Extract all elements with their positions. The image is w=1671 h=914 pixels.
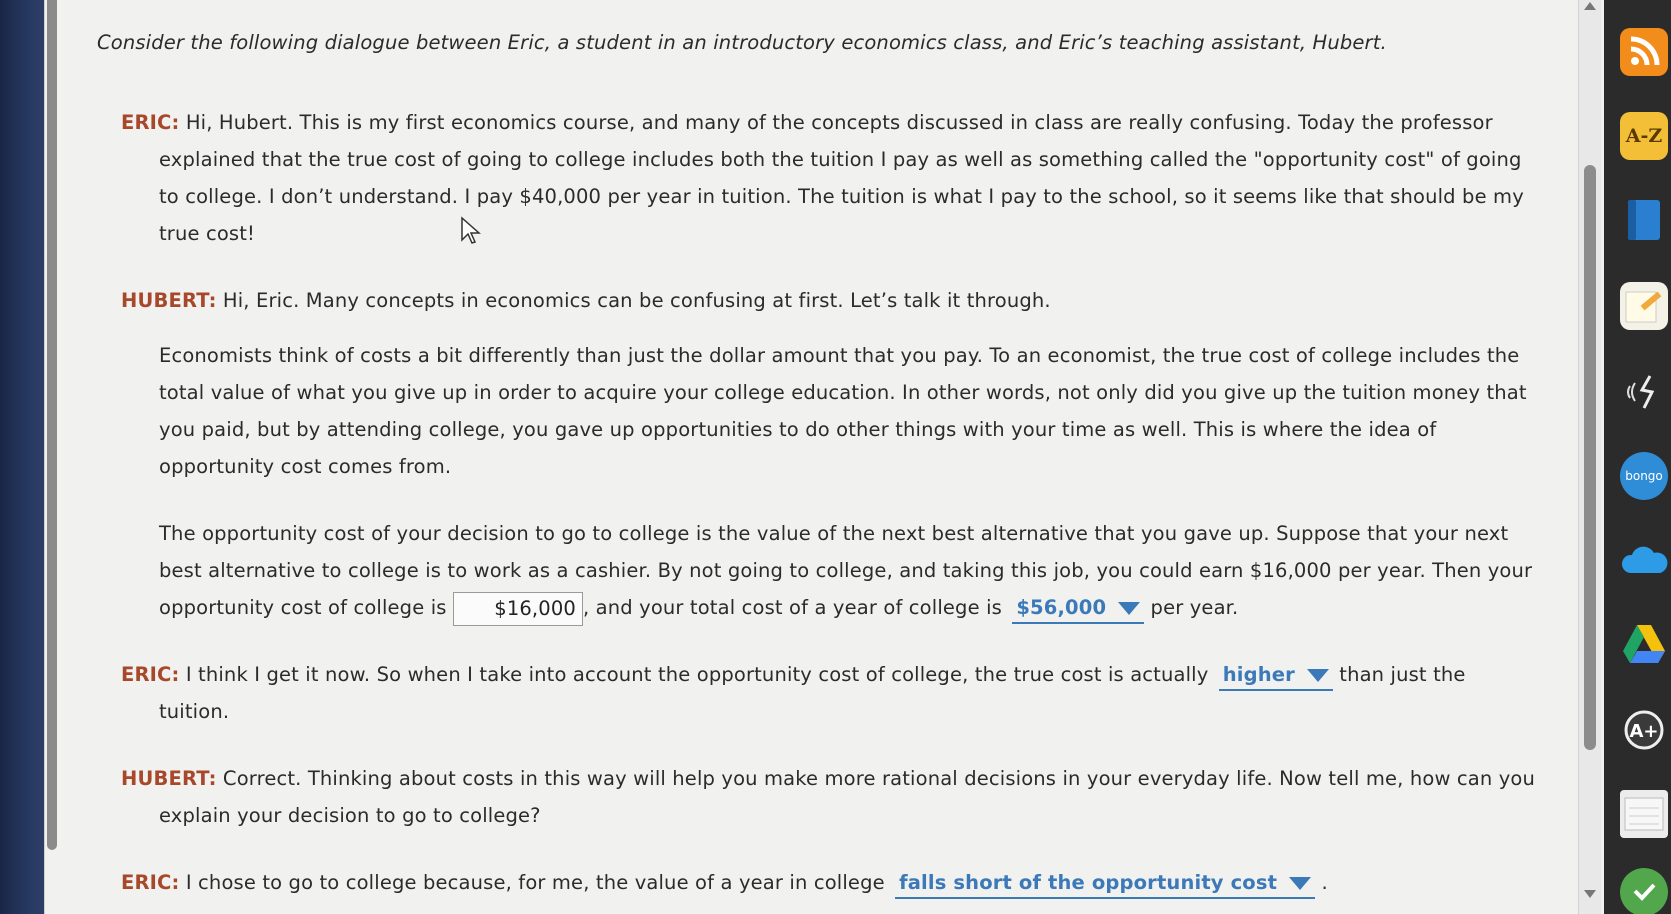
total-cost-dropdown-value: $56,000 bbox=[1016, 596, 1107, 619]
speaker-eric: ERIC: bbox=[121, 871, 180, 894]
audio-wave-icon[interactable] bbox=[1620, 368, 1668, 416]
scroll-up-arrow-icon[interactable] bbox=[1584, 2, 1596, 10]
a-z-icon[interactable] bbox=[1620, 112, 1668, 160]
cloud-icon[interactable] bbox=[1620, 536, 1668, 584]
opportunity-cost-input[interactable]: $16,000 bbox=[453, 592, 583, 626]
chevron-down-icon bbox=[1118, 602, 1140, 615]
hubert-text-3c: per year. bbox=[1150, 596, 1239, 619]
notepad-pencil-icon[interactable] bbox=[1620, 282, 1668, 330]
check-icon[interactable] bbox=[1620, 868, 1668, 914]
hubert-text-1: Hi, Eric. Many concepts in economics can be confusing at first. Let’s talk it through. bbox=[222, 289, 1051, 312]
chevron-down-icon bbox=[1289, 877, 1311, 890]
hubert-paragraph-3 bbox=[95, 515, 1535, 626]
eric-text-2b: than just the tuition. bbox=[159, 663, 1466, 723]
right-scrollbar[interactable] bbox=[1578, 0, 1601, 914]
hubert-text-3b: , and your total cost of a year of college is bbox=[582, 596, 1002, 619]
college-value-dropdown[interactable] bbox=[895, 869, 1315, 899]
a-plus-icon[interactable] bbox=[1620, 706, 1668, 754]
eric-text-3b: . bbox=[1321, 871, 1328, 894]
intro-text: Consider the following dialogue between Eric, a student in an introductory economics class, and Eric’s teaching assistant, Hubert. bbox=[97, 31, 1387, 54]
left-scrollbar[interactable] bbox=[47, 0, 57, 850]
speaker-hubert: HUBERT: bbox=[121, 767, 217, 790]
total-cost-dropdown[interactable] bbox=[1012, 594, 1144, 624]
rss-icon[interactable] bbox=[1620, 28, 1668, 76]
eric-text-3a: I chose to go to college because, for me, the value of a year in college bbox=[185, 871, 885, 894]
a-plus-label: A+ bbox=[1629, 721, 1659, 742]
mouse-cursor-icon bbox=[460, 216, 482, 246]
eric-text-1: Hi, Hubert. This is my first economics course, and many of the concepts discussed in class are really confusing. Today the professor explained that the true cost of going to college includes both the tuition I pay as well as something called the "opportunity cost" of going to college. I don’t understand. I pay $40,000 per year in tuition. The tuition is what I pay to the school, so it seems like that should be my true cost! bbox=[159, 111, 1524, 245]
scrollbar-thumb[interactable] bbox=[1584, 165, 1596, 750]
bongo-icon[interactable] bbox=[1620, 452, 1668, 500]
speaker-eric: ERIC: bbox=[121, 111, 180, 134]
true-cost-dropdown-value: higher bbox=[1222, 663, 1295, 686]
true-cost-dropdown[interactable] bbox=[1219, 661, 1333, 691]
a-z-label: A-Z bbox=[1625, 125, 1663, 147]
speaker-eric: ERIC: bbox=[121, 663, 180, 686]
hubert-paragraph-4 bbox=[95, 760, 1535, 834]
college-value-dropdown-value: falls short of the opportunity cost bbox=[899, 871, 1278, 894]
eric-text-2a: I think I get it now. So when I take into account the opportunity cost of college, the true cost is actually bbox=[185, 663, 1209, 686]
eric-paragraph-3 bbox=[95, 864, 1535, 901]
eric-paragraph-2 bbox=[95, 656, 1535, 730]
speaker-hubert: HUBERT: bbox=[121, 289, 217, 312]
scroll-down-arrow-icon[interactable] bbox=[1584, 890, 1596, 898]
dialogue-content bbox=[95, 28, 1535, 914]
hubert-paragraph-2: Economists think of costs a bit differently than just the dollar amount that you pay. To an economist, the true cost of college includes the total value of what you give up in order to acquire your college education. In other words, not only did you give up the tuition money that you paid, but by attending college, you gave up opportunities to do other things with your time as well. This is where the idea of opportunity cost comes from. bbox=[159, 344, 1527, 478]
book-icon[interactable] bbox=[1620, 196, 1668, 244]
hubert-text-4: Correct. Thinking about costs in this way will help you make more rational decisions in your everyday life. Now tell me, how can you explain your decision to go to college? bbox=[159, 767, 1535, 827]
google-drive-icon[interactable] bbox=[1620, 620, 1668, 668]
eric-paragraph-1 bbox=[95, 104, 1535, 252]
chevron-down-icon bbox=[1307, 669, 1329, 682]
bongo-label: bongo bbox=[1625, 469, 1663, 483]
hubert-text-3a: The opportunity cost of your decision to go to college is the value of the next best alternative that you gave up. Suppose that your next best alternative to college is to work as a cashier. By not going to college, and taking this job, you could earn $16,000 per year. Then your opportunity cost of college is bbox=[159, 522, 1533, 619]
document-icon[interactable] bbox=[1620, 790, 1668, 838]
hubert-paragraph-1 bbox=[95, 282, 1535, 319]
